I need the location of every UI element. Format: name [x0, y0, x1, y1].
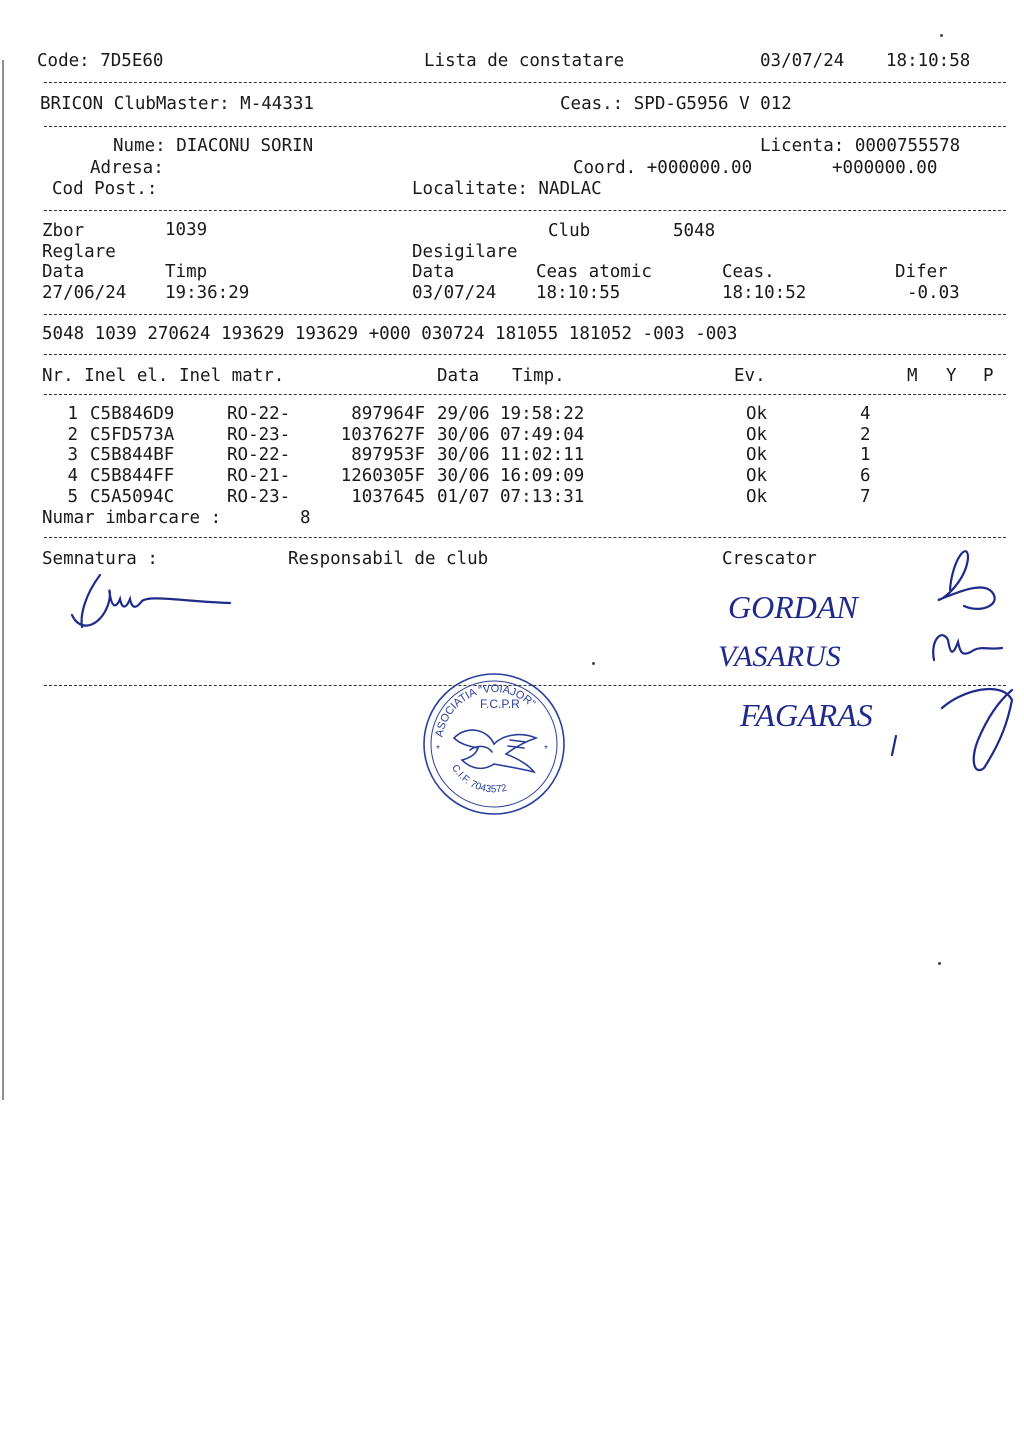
ring-number: 1260305F — [340, 466, 425, 486]
atomic-clock-time: 18:10:55 — [536, 283, 621, 303]
column-header-date: Data — [437, 366, 480, 386]
coordinates-second: +000000.00 — [832, 158, 938, 178]
scan-speck — [938, 962, 941, 965]
club-number: 5048 — [673, 221, 716, 241]
ring-prefix: RO-23- — [227, 425, 291, 445]
arrival-date: 30/06 — [437, 445, 490, 465]
header-date: 03/07/24 — [760, 51, 845, 71]
stamp-org: F.C.P.R — [480, 697, 520, 711]
clubmaster-id: BRICON ClubMaster: M-44331 — [40, 94, 314, 114]
arrival-date: 30/06 — [437, 425, 490, 445]
code-label: Code: 7D5E60 — [37, 51, 164, 71]
setting-label: Reglare — [42, 242, 116, 262]
m-value: 6 — [860, 466, 871, 486]
atomic-clock-label: Ceas atomic — [536, 262, 652, 282]
m-value: 7 — [860, 487, 871, 507]
arrival-time: 19:58:22 — [500, 404, 585, 424]
arrival-time: 11:02:11 — [500, 445, 585, 465]
row-number: 4 — [67, 466, 78, 486]
divider — [44, 82, 1006, 83]
scan-edge — [2, 60, 4, 1100]
time-label: Timp — [165, 262, 208, 282]
divider — [44, 537, 1006, 538]
row-number: 1 — [67, 404, 78, 424]
ring-number: 1037627F — [340, 425, 425, 445]
column-header-time: Timp. — [512, 366, 565, 386]
summary-code-line: 5048 1039 270624 193629 193629 +000 030724 181055 181052 -003 -003 — [42, 324, 738, 344]
divider — [44, 126, 1006, 127]
row-number: 2 — [67, 425, 78, 445]
arrival-time: 07:49:04 — [500, 425, 585, 445]
svg-text:*: * — [544, 744, 548, 755]
m-value: 4 — [860, 404, 871, 424]
arrival-time: 16:09:09 — [500, 466, 585, 486]
club-responsible-label: Responsabil de club — [288, 549, 489, 569]
electronic-ring: C5B844FF — [90, 466, 175, 486]
row-number: 5 — [67, 487, 78, 507]
setting-date: 27/06/24 — [42, 283, 127, 303]
ring-prefix: RO-23- — [227, 487, 291, 507]
owner-name: Nume: DIACONU SORIN — [113, 136, 314, 156]
postal-code-label: Cod Post.: — [52, 179, 158, 199]
license-number: Licenta: 0000755578 — [760, 136, 961, 156]
event-status: Ok — [746, 487, 768, 507]
setting-time: 19:36:29 — [165, 283, 250, 303]
club-label: Club — [548, 221, 591, 241]
clock-id: Ceas.: SPD-G5956 V 012 — [560, 94, 792, 114]
column-header-ev: Ev. — [734, 366, 766, 386]
stamp-cif: C.I.F. 7043572 — [449, 762, 508, 796]
row-number: 3 — [67, 445, 78, 465]
document-title: Lista de constatare — [424, 51, 625, 71]
ring-number: 897953F — [351, 445, 425, 465]
column-header-rings: Nr. Inel el. Inel matr. — [42, 366, 285, 386]
divider — [44, 314, 1006, 315]
signature-mark — [60, 565, 250, 645]
handwritten-name-1: GORDAN — [728, 589, 858, 625]
breeder-label: Crescator — [722, 549, 817, 569]
ring-number: 1037645 — [351, 487, 425, 507]
locality: Localitate: NADLAC — [412, 179, 602, 199]
difference-label: Difer — [895, 262, 948, 282]
date-label: Data — [42, 262, 85, 282]
divider — [44, 354, 1006, 355]
handwritten-name-3: FAGARAS — [740, 697, 873, 733]
boarding-count: 8 — [300, 508, 311, 528]
clock-time: 18:10:52 — [722, 283, 807, 303]
m-value: 2 — [860, 425, 871, 445]
arrival-time: 07:13:31 — [500, 487, 585, 507]
flight-number: 1039 — [165, 220, 208, 240]
association-stamp — [418, 668, 570, 820]
arrival-date: 30/06 — [437, 466, 490, 486]
ring-prefix: RO-21- — [227, 466, 291, 486]
column-header-p: P — [983, 366, 994, 386]
column-header-y: Y — [946, 366, 957, 386]
difference-value: -0.03 — [907, 283, 960, 303]
clock-label: Ceas. — [722, 262, 775, 282]
arrival-date: 01/07 — [437, 487, 490, 507]
ring-prefix: RO-22- — [227, 404, 291, 424]
event-status: Ok — [746, 425, 768, 445]
handwritten-name-2: VASARUS — [718, 640, 841, 673]
ring-number: 897964F — [351, 404, 425, 424]
address-label: Adresa: — [90, 158, 164, 178]
electronic-ring: C5A5094C — [90, 487, 175, 507]
m-value: 1 — [860, 445, 871, 465]
electronic-ring: C5FD573A — [90, 425, 175, 445]
boarding-count-label: Numar imbarcare : — [42, 508, 222, 528]
stamp-ring-text: ASOCIATIA "VOIAJOR" — [433, 682, 538, 739]
coordinates: Coord. +000000.00 — [573, 158, 753, 178]
svg-text:*: * — [436, 744, 440, 755]
scan-speck — [592, 662, 595, 665]
dove-icon — [454, 730, 536, 772]
electronic-ring: C5B846D9 — [90, 404, 175, 424]
signature-label: Semnatura : — [42, 549, 158, 569]
event-status: Ok — [746, 466, 768, 486]
date-label-2: Data — [412, 262, 455, 282]
column-header-m: M — [907, 366, 918, 386]
divider — [44, 210, 1006, 211]
scan-speck — [940, 34, 943, 37]
unsealing-date: 03/07/24 — [412, 283, 497, 303]
divider — [44, 394, 1006, 395]
arrival-date: 29/06 — [437, 404, 490, 424]
header-time: 18:10:58 — [886, 51, 971, 71]
flight-label: Zbor — [42, 221, 85, 241]
unsealing-label: Desigilare — [412, 242, 518, 262]
handwritten-signatures — [712, 540, 1024, 780]
ring-prefix: RO-22- — [227, 445, 291, 465]
event-status: Ok — [746, 445, 768, 465]
electronic-ring: C5B844BF — [90, 445, 175, 465]
event-status: Ok — [746, 404, 768, 424]
